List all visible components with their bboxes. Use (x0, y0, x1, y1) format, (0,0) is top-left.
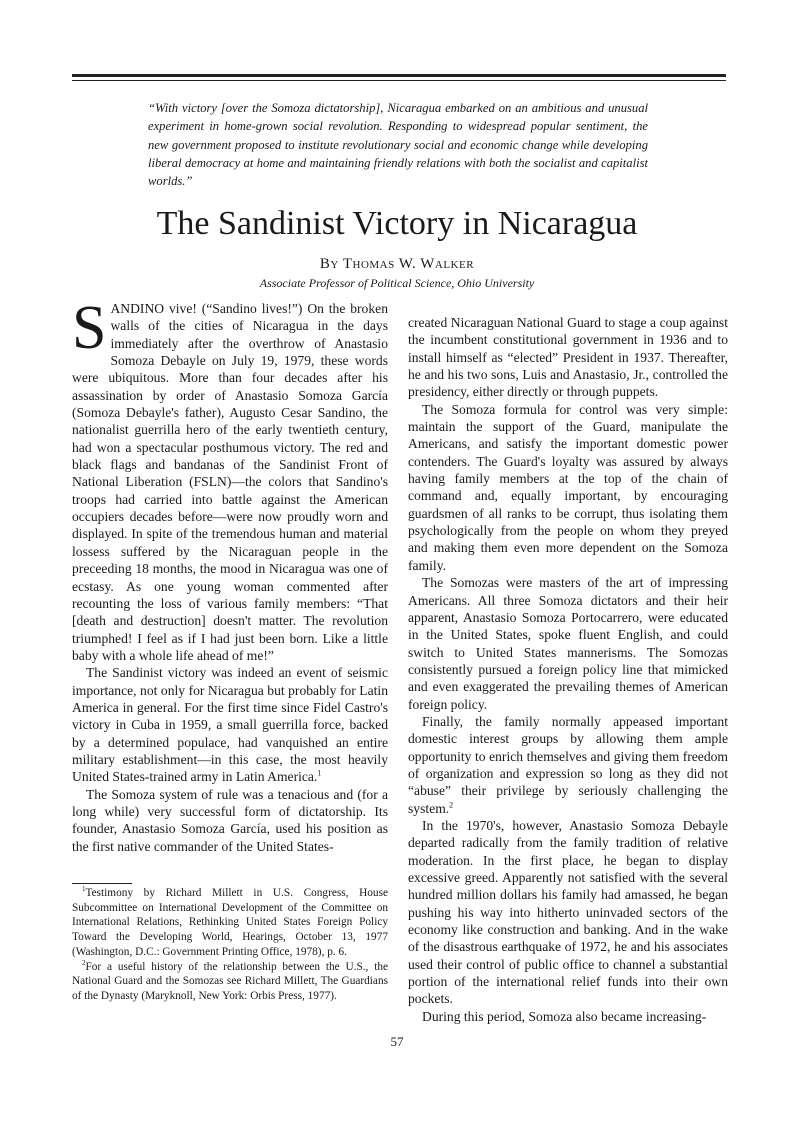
footnote-ref: 2 (449, 800, 454, 810)
paragraph: created Nicaraguan National Guard to stage a coup against the incumbent constitutional government in 1936 and to install himself as “elected” President in 1937. Thereafter, he and his two sons, Luis and Anastasio, Jr., controlled the presidency, either directly or through puppets. (408, 315, 728, 400)
header-rule-thick (72, 74, 726, 77)
epigraph-quote: “With victory [over the Somoza dictatorship], Nicaragua embarked on an ambitious and unusual experiment in home-grown social revolution. Responding to widespread popular sentiment, the new government proposed to institute revolutionary social and economic change while developing liberal democracy at home and maintaining friendly relations with both the socialist and capitalist worlds.” (148, 101, 648, 189)
paragraph-text: Finally, the family normally appeased important domestic interest groups by allowing them ample opportunity to enrich themselves and giving them freedom of organization and expression so long as they did not “abuse” their privilege by seriously challenging the system. (408, 713, 728, 816)
footnote-rule (72, 883, 132, 884)
paragraph: During this period, Somoza also became increasing- (422, 1008, 707, 1024)
page-number: 57 (390, 1034, 404, 1049)
paragraph (72, 664, 388, 785)
author-byline: By Thomas W. Walker (319, 256, 475, 272)
author-affiliation: Associate Professor of Political Science, Ohio University (259, 276, 535, 290)
footnote-number: 1 (82, 885, 86, 894)
footnotes (72, 886, 388, 1004)
left-column (72, 294, 388, 855)
paragraph: The Somozas were masters of the art of impressing Americans. All three Somoza dictators and their heir apparent, Anastasio Somoza Portocarrero, were educated in the United States, spoke fluent English, and could switch to United States mannerisms. The Somozas consistently pursued a foreign policy line that mimicked and even exaggerated the prevailing themes of American foreign policy. (408, 575, 728, 712)
paragraph-text: ANDINO vive! (“Sandino lives!”) On the broken walls of the cities of Nicaragua in the days immediately after the overthrow of Anastasio Somoza Debayle on July 19, 1979, these words were ubiquitous. More than four decades after his assassination by order of Anastasio Somoza García (Somoza Debayle's father), Augusto Cesar Sandino, the nationalist guerrilla hero of the early twentieth century, had won a spectacular posthumous victory. The red and black flags and bandanas of the Sandinist Front of National Liberation (FSLN)—the colors that Sandino's troops had carried into battle against the American occupiers decades before—were now proudly worn and displayed. In spite of the tremendous human and material lossess suffered by the Nicaraguan people in the preceeding 18 months, the mood in Nicaragua was one of ecstasy. As one young woman commented after recounting the loss of various family members: “That [death and destruction] doesn't matter. The revolution triumphed! I feel as if I had just been born. Like a little baby with a whole life ahead of me!” (72, 301, 388, 663)
paragraph: The Somoza system of rule was a tenacious and (for a long while) very successful form of dictatorship. Its founder, Anastasio Somoza García, used his position as the first native commander of the United States- (72, 786, 388, 854)
footnote-ref: 1 (317, 768, 322, 778)
footnote-text: For a useful history of the relationship between the U.S., the National Guard and the Somozas see Richard Millett, The Guardians of the Dynasty (Maryknoll, New York: Orbis Press, 1977). (72, 960, 388, 1002)
paragraph: The Somoza formula for control was very simple: maintain the support of the Guard, manipulate the Americans, and satisfy the important domestic power contenders. The Guard's loyalty was assured by always having family members at the top of the chain of command and, equally important, by encouraging guardsmen of all ranks to be corrupt, thus isolating them psychologically from the people on whom they preyed and making them even more dependent on the Somoza family. (408, 401, 728, 573)
footnote-text: Testimony by Richard Millett in U.S. Congress, House Subcommittee on International Development of the Committee on International Relations, Rethinking United States Foreign Policy Toward the Developing World, Hearings, October 13, 1977 (Washington, D.C.: Government Printing Office, 1978), p. 6. (72, 887, 388, 958)
drop-cap: S (72, 294, 107, 362)
paragraph: In the 1970's, however, Anastasio Somoza Debayle departed radically from the family tradition of relative moderation. In the first place, he began to display excessive greed. Apparently not satisfied with the several hundred million dollars his family had amassed, he began pushing his way into hitherto uninvaded sectors of the economy like construction and banking. And in the wake of the disastrous earthquake of 1972, he and his associates used their control of public office to channel a substantial portion of the international relief funds into their own pockets. (408, 817, 728, 1007)
paragraph (408, 713, 728, 817)
right-column (408, 314, 728, 1025)
footnote-number: 2 (82, 958, 86, 967)
article-title: The Sandinist Victory in Nicaragua (156, 205, 638, 242)
paragraph (72, 294, 388, 664)
paragraph-text: The Sandinist victory was indeed an event of seismic importance, not only for Nicaragua but probably for Latin America in general. For the first time since Fidel Castro's victory in Cuba in 1959, a small guerrilla force, backed by a determined populace, had vanquished an entire military establishment—in this case, the most heavily United States-trained army in Latin America. (72, 665, 388, 785)
header-rule-thin (72, 80, 726, 81)
footnote (72, 960, 388, 1004)
footnote (72, 886, 388, 960)
